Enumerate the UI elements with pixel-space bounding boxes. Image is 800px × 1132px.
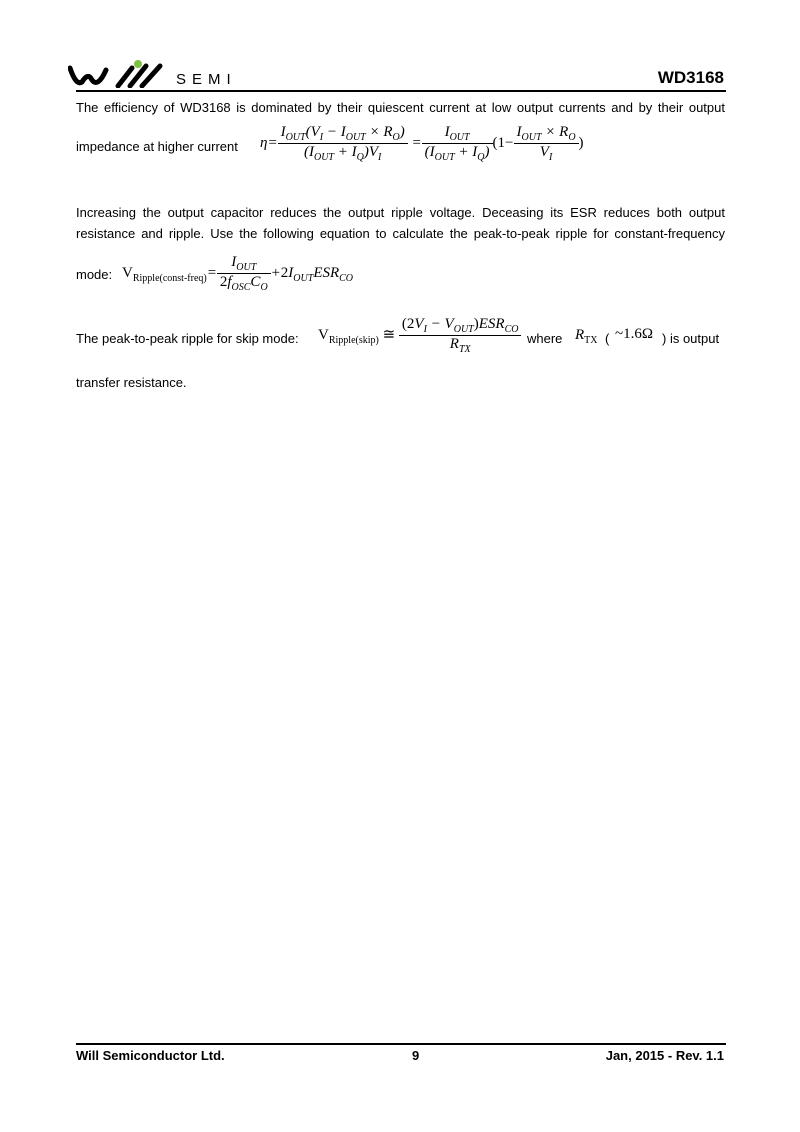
skip-mode-tail: ) is output	[662, 331, 720, 346]
rtx-value: ~1.6Ω	[615, 326, 654, 342]
rtx-symbol: $R_{TX}$	[575, 327, 598, 346]
efficiency-text-line1: The efficiency of WD3168 is dominated by their quiescent current at low output currents and by their output	[76, 100, 725, 115]
efficiency-equation: η= $\frac{I_{OUT}(V_I - I_{OUT} \times R_O)}{(I_{OUT} + I_Q)V_I}$ = $\frac{I_{OUT}}{(I_{OUT} + I_Q)}$ (1− $\frac{I_{OUT} \times R_O}{V_I}$ )	[260, 124, 584, 163]
ripple-text-line1: Increasing the output capacitor reduces the output ripple voltage. Deceasing its ESR reduces both output	[76, 205, 725, 220]
ripple-skip-equation: $V_{Ripple(skip)}$ ≅ $\frac{(2V_I - V_{OUT})ESR_{CO}}{R_{TX}}$	[318, 316, 521, 355]
skip-mode-end: transfer resistance.	[76, 375, 187, 390]
ripple-text-line3: mode:	[76, 267, 113, 282]
part-number: WD3168	[657, 68, 724, 87]
rtx-open-paren: (	[605, 331, 610, 346]
brand-name: SEMI	[176, 71, 237, 88]
footer-revision: Jan, 2015 - Rev. 1.1	[605, 1048, 724, 1063]
efficiency-text-line2: impedance at higher current	[76, 139, 238, 154]
ripple-text-line2: resistance and ripple. Use the following equation to calculate the peak-to-peak ripple for constant-frequency	[76, 226, 725, 241]
skip-mode-intro: The peak-to-peak ripple for skip mode:	[76, 331, 299, 346]
footer-rule	[76, 1043, 726, 1045]
skip-mode-where: where	[527, 331, 563, 346]
header-rule	[76, 90, 726, 92]
footer-company: Will Semiconductor Ltd.	[76, 1048, 225, 1063]
ripple-const-freq-equation: $V_{Ripple(const-freq)}=$ $\frac{I_{OUT}}{2f_{OSC}C_O}$ $+2I_{OUT}ESR_{CO}$	[122, 254, 354, 293]
footer-page-number: 9	[412, 1048, 420, 1063]
